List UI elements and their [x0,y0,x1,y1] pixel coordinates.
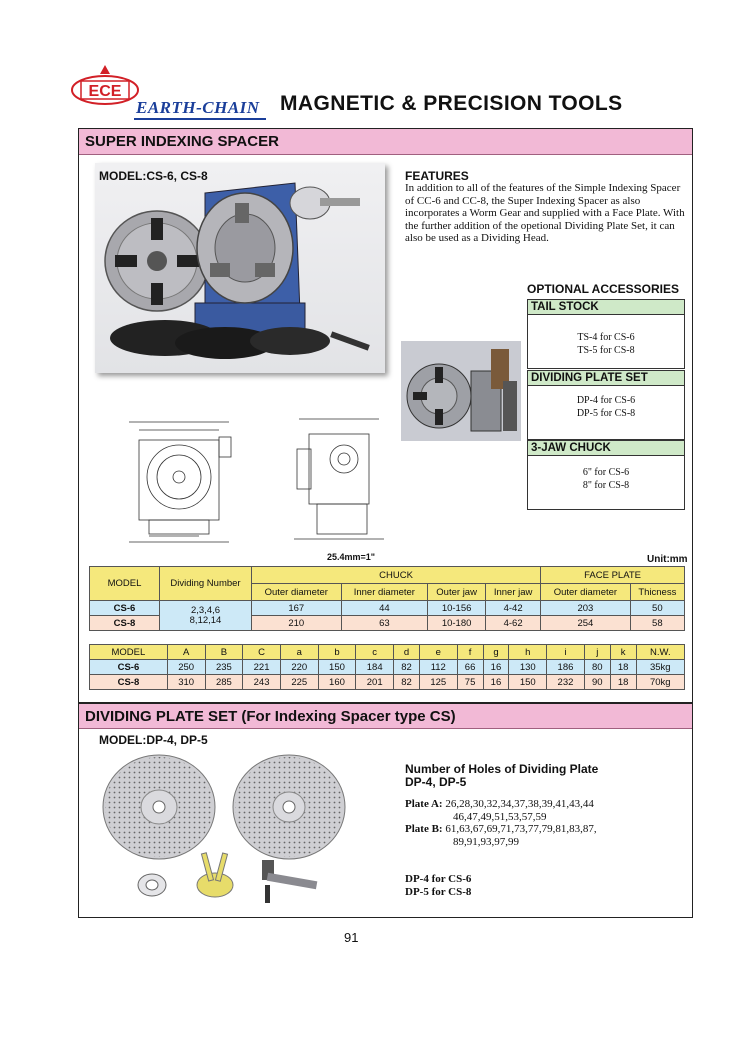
cell: 66 [457,660,483,675]
plate-b-line: 89,91,93,97,99 [453,835,519,848]
col-header: d [394,645,420,660]
cell: 18 [610,660,636,675]
cell: 203 [541,601,631,616]
col-header: k [610,645,636,660]
cell: 80 [584,660,610,675]
cell: 16 [483,660,509,675]
plate-a-holes [405,798,594,823]
col-dividing-number: Dividing Number [160,567,252,601]
usage-line: DP-4 for CS-6 [405,873,472,885]
col-header: i [547,645,585,660]
plate-b-holes [405,823,597,848]
dividing-plates-photo-icon [97,745,387,910]
accessory-3-jaw-chuck [527,440,685,510]
col-header: f [457,645,483,660]
plate-b-line: 61,63,67,69,71,73,77,79,81,83,87, [445,823,597,835]
table-row [90,675,685,690]
accessory-head: TAIL STOCK [528,300,684,315]
cell: 50 [630,601,684,616]
cell: 310 [167,675,205,690]
side-view-drawing-icon [289,409,389,549]
model-label: MODEL:CS-6, CS-8 [99,169,208,183]
page-number: 91 [344,930,359,945]
cell: 150 [318,660,356,675]
col-header: C [243,645,281,660]
front-view-drawing-icon [119,412,249,552]
brand-name: EARTH-CHAIN [136,98,260,117]
indexing-spacer-photo-icon [95,163,385,373]
logo-text: ECE [88,83,122,100]
cell: 220 [280,660,318,675]
col-chuck-inner-diameter: Inner diameter [341,584,428,601]
cell: 82 [394,660,420,675]
col-header: a [280,645,318,660]
cell: 10-156 [428,601,486,616]
cell: 18 [610,675,636,690]
col-chuck-outer-jaw: Outer jaw [428,584,486,601]
dividing-plate-set-section [78,703,693,918]
col-header: N.W. [636,645,684,660]
cell: 235 [205,660,243,675]
cell: 186 [547,660,585,675]
cell: 184 [356,660,394,675]
accessory-line: 6" for CS-6 [582,467,630,478]
cell: 250 [167,660,205,675]
cell: 254 [541,616,631,631]
cell: 232 [547,675,585,690]
accessory-photo [401,341,521,441]
accessory-line: DP-5 for CS-8 [576,408,636,419]
col-header: B [205,645,243,660]
brand-underline [134,118,266,120]
col-chuck: CHUCK [252,567,541,584]
col-header: h [509,645,547,660]
dimensions-table [89,644,685,690]
holes-title-line: DP-4, DP-5 [405,775,467,789]
cell: 201 [356,675,394,690]
cell: 221 [243,660,281,675]
col-header: g [483,645,509,660]
cell: 10-180 [428,616,486,631]
accessory-dividing-plate-set [527,370,685,440]
features-title: FEATURES [405,169,469,183]
cell: 82 [394,675,420,690]
table-row [90,660,685,675]
cell: 225 [280,675,318,690]
cell-dividing-number [160,601,252,631]
cell: 125 [419,675,457,690]
section-title: DIVIDING PLATE SET (For Indexing Spacer type CS) [79,703,692,729]
plate-a-line: 46,47,49,51,53,57,59 [453,810,547,823]
features-text: In addition to all of the features of the Simple Indexing Spacer of CC-6 and CC-8, the Super Indexing Spacer as also incorporates a Worm Gear and supplied with a Face Plate. With the further addition of the opetional Dividing Plate Set, it can also be used as a Dividing Head. [405,182,685,244]
chuck-tailstock-photo-icon [401,341,521,441]
accessory-tail-stock [527,299,685,369]
cell-model: CS-8 [90,616,160,631]
accessory-line: DP-4 for CS-6 [576,395,636,406]
section-title: SUPER INDEXING SPACER [79,129,692,155]
cell-model: CS-6 [90,601,160,616]
dividing-line: 8,12,14 [189,614,222,626]
cell: 75 [457,675,483,690]
cell: 130 [509,660,547,675]
cell: 210 [252,616,342,631]
table-row [90,601,685,616]
dp-usage [405,873,471,898]
col-face-outer-diameter: Outer diameter [541,584,631,601]
cell: 58 [630,616,684,631]
accessory-line: TS-5 for CS-8 [577,345,635,356]
holes-title-line: Number of Holes of Dividing Plate [405,762,599,776]
cell: 16 [483,675,509,690]
cell: 150 [509,675,547,690]
model-label: MODEL:DP-4, DP-5 [99,733,208,747]
cell: 112 [419,660,457,675]
page-title: MAGNETIC & PRECISION TOOLS [280,92,623,115]
ece-logo-icon [70,62,140,116]
col-header: c [356,645,394,660]
col-header: b [318,645,356,660]
col-header: e [419,645,457,660]
accessory-line: TS-4 for CS-6 [577,332,635,343]
cell-model: CS-6 [90,660,168,675]
cell-model: CS-8 [90,675,168,690]
cell: 160 [318,675,356,690]
cell: 167 [252,601,342,616]
cell: 90 [584,675,610,690]
col-header: j [584,645,610,660]
plate-b-label: Plate B: [405,823,443,835]
unit-note: Unit:mm [647,554,688,565]
cell: 44 [341,601,428,616]
page-header [70,62,670,122]
cell: 63 [341,616,428,631]
cell: 70kg [636,675,684,690]
optional-accessories-title: OPTIONAL ACCESSORIES [527,282,680,296]
cell: 35kg [636,660,684,675]
dividing-line: 2,3,4,6 [190,604,221,616]
cell: 4-42 [486,601,541,616]
col-chuck-outer-diameter: Outer diameter [252,584,342,601]
col-chuck-inner-jaw: Inner jaw [486,584,541,601]
product-photo [95,163,385,373]
col-face-plate: FACE PLATE [541,567,685,584]
col-header: MODEL [90,645,168,660]
accessory-line: 8" for CS-8 [582,480,630,491]
cell: 4-62 [486,616,541,631]
usage-line: DP-5 for CS-8 [405,885,472,898]
col-model: MODEL [90,567,160,601]
accessory-head: 3-JAW CHUCK [528,441,684,456]
col-face-thickness: Thicness [630,584,684,601]
chuck-faceplate-table [89,566,685,631]
col-header: A [167,645,205,660]
accessory-head: DIVIDING PLATE SET [528,371,684,386]
plate-a-line: 26,28,30,32,34,37,38,39,41,43,44 [445,798,594,810]
table-header-row [90,645,685,660]
scale-note: 25.4mm=1" [327,552,376,562]
holes-title [405,763,598,789]
cell: 243 [243,675,281,690]
cell: 285 [205,675,243,690]
super-indexing-spacer-section [78,128,693,703]
plate-a-label: Plate A: [405,798,443,810]
